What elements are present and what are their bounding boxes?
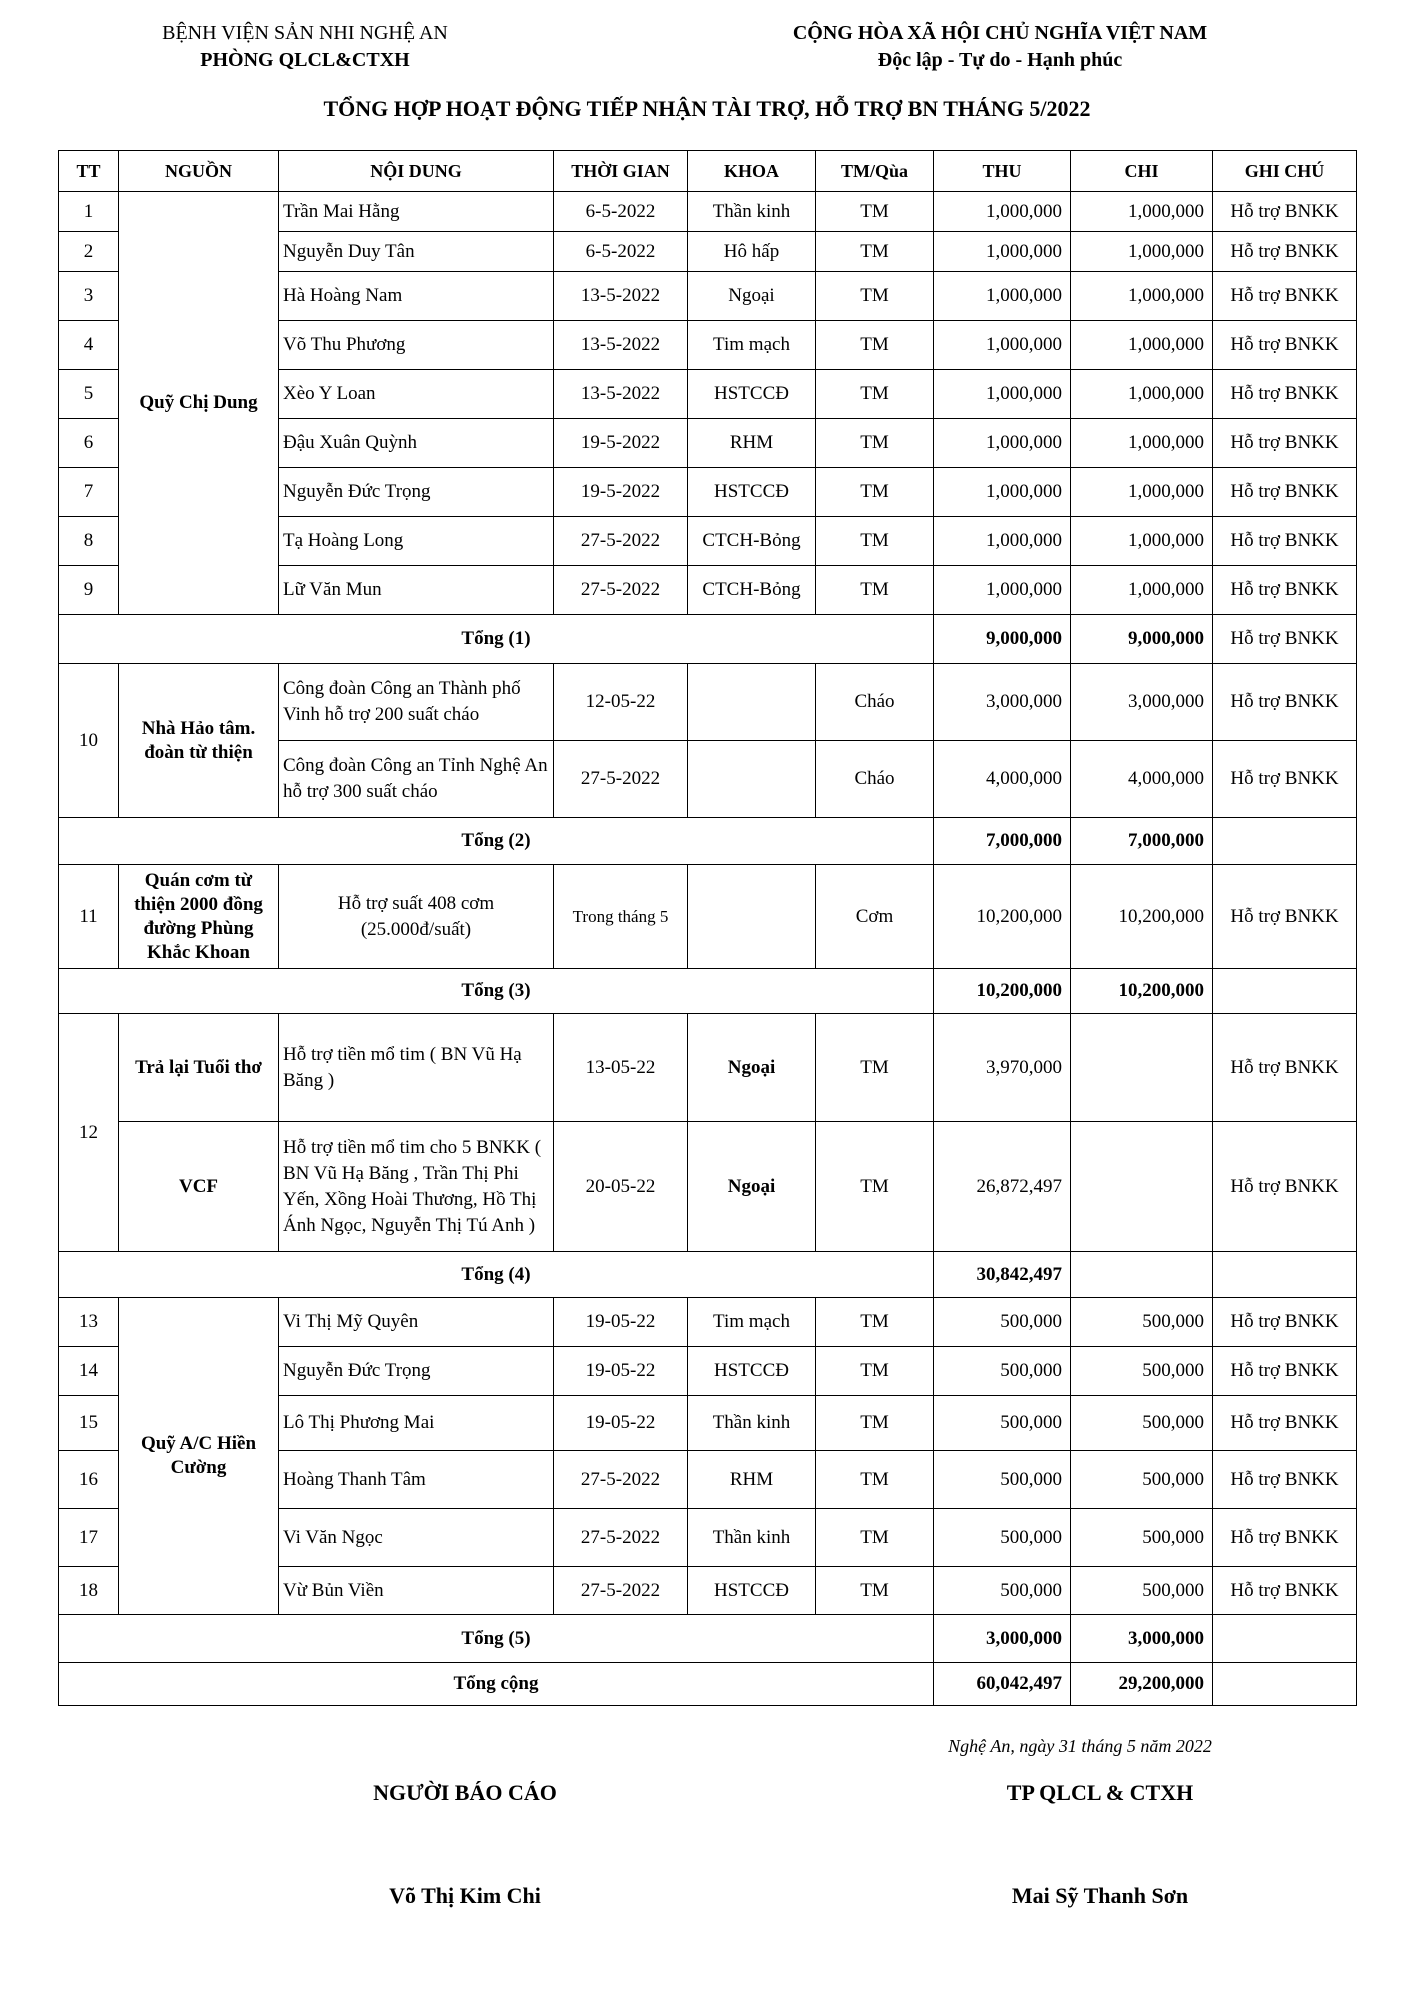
header-left [120,20,490,74]
cell-time: 27-5-2022 [554,741,688,818]
col-header-content: NỘI DUNG [279,151,554,192]
cell-content: Công đoàn Công an Thành phố Vinh hỗ trợ 200 suất cháo [279,664,554,741]
cell-thu: 500,000 [934,1509,1071,1567]
cell-source: Nhà Hảo tâm. đoàn từ thiện [119,664,279,818]
cell-content: Lô Thị Phương Mai [279,1396,554,1451]
cell-chi: 1,000,000 [1071,192,1213,232]
cell-type: TM [816,419,934,468]
col-header-tt: TT [59,151,119,192]
cell-content: Công đoàn Công an Tỉnh Nghệ An hỗ trợ 300 suất cháo [279,741,554,818]
cell-dept [688,865,816,969]
subtotal-chi [1071,1252,1213,1298]
cell-source: Quán cơm từ thiện 2000 đồng đường Phùng Khắc Khoan [119,865,279,969]
cell-source: Quỹ A/C Hiền Cường [119,1298,279,1615]
cell-note: Hỗ trợ BNKK [1213,865,1357,969]
cell-content: Võ Thu Phương [279,321,554,370]
cell-thu: 1,000,000 [934,517,1071,566]
cell-type: TM [816,1567,934,1615]
cell-type: TM [816,517,934,566]
national-title: CỘNG HÒA XÃ HỘI CHỦ NGHĨA VIỆT NAM [792,22,1208,44]
cell-note: Hỗ trợ BNKK [1213,517,1357,566]
cell-time: 27-5-2022 [554,1567,688,1615]
subtotal-row [59,1615,1357,1663]
cell-tt: 6 [59,419,119,468]
cell-time: 19-5-2022 [554,468,688,517]
cell-dept: Thần kinh [688,1509,816,1567]
grand-total-label: Tổng cộng [59,1663,934,1706]
cell-tt: 12 [59,1014,119,1252]
sponsorship-table [58,150,1357,1706]
cell-note: Hỗ trợ BNKK [1213,1567,1357,1615]
manager-title: TP QLCL & CTXH [1006,1780,1194,1805]
cell-tt: 13 [59,1298,119,1347]
cell-type: TM [816,1396,934,1451]
cell-chi: 500,000 [1071,1347,1213,1396]
cell-tt: 11 [59,865,119,969]
cell-note: Hỗ trợ BNKK [1213,1347,1357,1396]
subtotal-note [1213,1615,1357,1663]
cell-time: 12-05-22 [554,664,688,741]
cell-dept: CTCH-Bỏng [688,517,816,566]
cell-time: 19-05-22 [554,1298,688,1347]
cell-tt: 14 [59,1347,119,1396]
cell-dept: RHM [688,1451,816,1509]
cell-chi: 1,000,000 [1071,517,1213,566]
cell-thu: 3,970,000 [934,1014,1071,1122]
cell-content: Hỗ trợ tiền mổ tim cho 5 BNKK ( BN Vũ Hạ Băng , Trần Thị Phi Yến, Xồng Hoài Thương, Hồ Thị Ánh Ngọc, Nguyễn Thị Tú Anh ) [279,1122,554,1252]
cell-type: TM [816,232,934,272]
cell-note: Hỗ trợ BNKK [1213,664,1357,741]
col-header-dept: KHOA [688,151,816,192]
col-header-type: TM/Qùa [816,151,934,192]
subtotal-label: Tổng (5) [59,1615,934,1663]
subtotal-note [1213,818,1357,865]
subtotal-note [1213,1252,1357,1298]
cell-note: Hỗ trợ BNKK [1213,1396,1357,1451]
cell-dept [688,741,816,818]
cell-dept: HSTCCĐ [688,1347,816,1396]
cell-type: TM [816,1298,934,1347]
cell-chi: 1,000,000 [1071,419,1213,468]
table-row [59,1298,1357,1347]
cell-time: 6-5-2022 [554,232,688,272]
subtotal-thu: 30,842,497 [934,1252,1071,1298]
cell-type: Cơm [816,865,934,969]
cell-note: Hỗ trợ BNKK [1213,1014,1357,1122]
subtotal-row [59,818,1357,865]
reporter-title: NGƯỜI BÁO CÁO [373,1780,557,1805]
subtotal-chi: 10,200,000 [1071,969,1213,1014]
cell-chi: 500,000 [1071,1451,1213,1509]
cell-chi: 3,000,000 [1071,664,1213,741]
cell-thu: 4,000,000 [934,741,1071,818]
cell-type: TM [816,468,934,517]
cell-tt: 7 [59,468,119,517]
cell-type: TM [816,192,934,232]
cell-tt: 8 [59,517,119,566]
cell-time: 13-05-22 [554,1014,688,1122]
cell-chi: 1,000,000 [1071,232,1213,272]
cell-dept: RHM [688,419,816,468]
col-header-note: GHI CHÚ [1213,151,1357,192]
cell-chi: 1,000,000 [1071,566,1213,615]
national-motto: Độc lập - Tự do - Hạnh phúc [877,49,1123,71]
cell-thu: 1,000,000 [934,566,1071,615]
col-header-chi: CHI [1071,151,1213,192]
cell-thu: 500,000 [934,1396,1071,1451]
cell-time: 13-5-2022 [554,370,688,419]
cell-time: 19-05-22 [554,1347,688,1396]
cell-tt: 17 [59,1509,119,1567]
cell-tt: 1 [59,192,119,232]
cell-note: Hỗ trợ BNKK [1213,468,1357,517]
cell-chi: 1,000,000 [1071,468,1213,517]
cell-chi: 500,000 [1071,1567,1213,1615]
cell-thu: 1,000,000 [934,272,1071,321]
cell-type: TM [816,1122,934,1252]
subtotal-label: Tổng (3) [59,969,934,1014]
cell-chi [1071,1014,1213,1122]
subtotal-thu: 7,000,000 [934,818,1071,865]
subtotal-chi: 3,000,000 [1071,1615,1213,1663]
cell-content: Hoàng Thanh Tâm [279,1451,554,1509]
cell-time: 27-5-2022 [554,1451,688,1509]
cell-note: Hỗ trợ BNKK [1213,232,1357,272]
cell-content: Nguyễn Đức Trọng [279,468,554,517]
cell-tt: 15 [59,1396,119,1451]
cell-chi: 1,000,000 [1071,370,1213,419]
subtotal-note: Hỗ trợ BNKK [1213,615,1357,664]
cell-tt: 3 [59,272,119,321]
cell-content: Đậu Xuân Quỳnh [279,419,554,468]
cell-source: VCF [119,1122,279,1252]
subtotal-label: Tổng (4) [59,1252,934,1298]
cell-tt: 9 [59,566,119,615]
cell-chi: 1,000,000 [1071,321,1213,370]
manager-name: Mai Sỹ Thanh Sơn [1011,1883,1189,1908]
cell-note: Hỗ trợ BNKK [1213,272,1357,321]
department-name: PHÒNG QLCL&CTXH [200,49,410,71]
col-header-thu: THU [934,151,1071,192]
cell-content: Vi Văn Ngọc [279,1509,554,1567]
cell-tt: 10 [59,664,119,818]
cell-dept: Tim mạch [688,1298,816,1347]
subtotal-thu: 3,000,000 [934,1615,1071,1663]
header-right [690,20,1310,74]
cell-type: TM [816,1509,934,1567]
cell-chi: 500,000 [1071,1298,1213,1347]
cell-dept [688,664,816,741]
cell-chi: 500,000 [1071,1509,1213,1567]
cell-thu: 1,000,000 [934,192,1071,232]
cell-tt: 18 [59,1567,119,1615]
cell-dept: CTCH-Bỏng [688,566,816,615]
hospital-name: BỆNH VIỆN SẢN NHI NGHỆ AN [162,22,448,44]
reporter-name: Võ Thị Kim Chi [389,1883,541,1908]
cell-chi: 4,000,000 [1071,741,1213,818]
cell-type: TM [816,370,934,419]
cell-time: 27-5-2022 [554,1509,688,1567]
cell-thu: 500,000 [934,1451,1071,1509]
cell-type: Cháo [816,741,934,818]
cell-type: TM [816,1014,934,1122]
cell-dept: Ngoại [688,1122,816,1252]
cell-thu: 10,200,000 [934,865,1071,969]
cell-dept: Ngoại [688,272,816,321]
cell-content: Hỗ trợ tiền mổ tim ( BN Vũ Hạ Băng ) [279,1014,554,1122]
subtotal-label: Tổng (1) [59,615,934,664]
table-row [59,865,1357,969]
cell-content: Nguyễn Đức Trọng [279,1347,554,1396]
cell-time: 19-5-2022 [554,419,688,468]
cell-thu: 500,000 [934,1298,1071,1347]
cell-note: Hỗ trợ BNKK [1213,1451,1357,1509]
cell-source: Quỹ Chị Dung [119,192,279,615]
cell-chi: 500,000 [1071,1396,1213,1451]
grand-total-row [59,1663,1357,1706]
cell-content: Vi Thị Mỹ Quyên [279,1298,554,1347]
cell-type: TM [816,1451,934,1509]
subtotal-thu: 10,200,000 [934,969,1071,1014]
cell-chi: 10,200,000 [1071,865,1213,969]
cell-note: Hỗ trợ BNKK [1213,1298,1357,1347]
cell-dept: Thần kinh [688,1396,816,1451]
cell-dept: Hô hấp [688,232,816,272]
cell-thu: 1,000,000 [934,468,1071,517]
cell-thu: 500,000 [934,1347,1071,1396]
document-title: TỔNG HỢP HOẠT ĐỘNG TIẾP NHẬN TÀI TRỢ, HỖ TRỢ BN THÁNG 5/2022 [323,96,1091,121]
subtotal-chi: 9,000,000 [1071,615,1213,664]
cell-tt: 4 [59,321,119,370]
cell-note: Hỗ trợ BNKK [1213,741,1357,818]
cell-tt: 5 [59,370,119,419]
cell-content: Vừ Bủn Viền [279,1567,554,1615]
cell-note: Hỗ trợ BNKK [1213,192,1357,232]
cell-dept: Ngoại [688,1014,816,1122]
subtotal-thu: 9,000,000 [934,615,1071,664]
cell-time: 13-5-2022 [554,321,688,370]
cell-thu: 1,000,000 [934,232,1071,272]
subtotal-note [1213,969,1357,1014]
cell-thu: 500,000 [934,1567,1071,1615]
cell-content: Hỗ trợ suất 408 cơm (25.000đ/suất) [279,865,554,969]
subtotal-row [59,969,1357,1014]
grand-total-thu: 60,042,497 [934,1663,1071,1706]
cell-type: TM [816,566,934,615]
col-header-source: NGUỒN [119,151,279,192]
report-date: Nghệ An, ngày 31 tháng 5 năm 2022 [948,1736,1212,1756]
cell-content: Trần Mai Hằng [279,192,554,232]
cell-source: Trả lại Tuổi thơ [119,1014,279,1122]
cell-type: Cháo [816,664,934,741]
cell-note: Hỗ trợ BNKK [1213,321,1357,370]
cell-type: TM [816,272,934,321]
table-row [59,664,1357,741]
col-header-time: THỜI GIAN [554,151,688,192]
cell-time: 6-5-2022 [554,192,688,232]
cell-time: 27-5-2022 [554,566,688,615]
cell-note: Hỗ trợ BNKK [1213,1122,1357,1252]
cell-thu: 1,000,000 [934,321,1071,370]
cell-thu: 1,000,000 [934,419,1071,468]
table-header-row [59,151,1357,192]
subtotal-row [59,615,1357,664]
subtotal-chi: 7,000,000 [1071,818,1213,865]
cell-dept: Thần kinh [688,192,816,232]
cell-tt: 2 [59,232,119,272]
grand-total-note [1213,1663,1357,1706]
grand-total-chi: 29,200,000 [1071,1663,1213,1706]
subtotal-row [59,1252,1357,1298]
cell-content: Tạ Hoàng Long [279,517,554,566]
cell-time: 13-5-2022 [554,272,688,321]
cell-dept: HSTCCĐ [688,468,816,517]
cell-note: Hỗ trợ BNKK [1213,1509,1357,1567]
cell-note: Hỗ trợ BNKK [1213,419,1357,468]
cell-thu: 3,000,000 [934,664,1071,741]
cell-chi [1071,1122,1213,1252]
cell-time: Trong tháng 5 [554,865,688,969]
cell-content: Lữ Văn Mun [279,566,554,615]
cell-content: Nguyễn Duy Tân [279,232,554,272]
subtotal-label: Tổng (2) [59,818,934,865]
cell-time: 27-5-2022 [554,517,688,566]
cell-dept: HSTCCĐ [688,370,816,419]
table-row [59,1014,1357,1122]
cell-content: Hà Hoàng Nam [279,272,554,321]
cell-time: 20-05-22 [554,1122,688,1252]
table-body [59,192,1357,1706]
table-row [59,192,1357,232]
cell-tt: 16 [59,1451,119,1509]
table-row [59,1122,1357,1252]
cell-dept: Tim mạch [688,321,816,370]
cell-content: Xèo Y Loan [279,370,554,419]
cell-chi: 1,000,000 [1071,272,1213,321]
cell-dept: HSTCCĐ [688,1567,816,1615]
cell-type: TM [816,321,934,370]
cell-time: 19-05-22 [554,1396,688,1451]
cell-note: Hỗ trợ BNKK [1213,566,1357,615]
cell-thu: 1,000,000 [934,370,1071,419]
cell-thu: 26,872,497 [934,1122,1071,1252]
cell-type: TM [816,1347,934,1396]
cell-note: Hỗ trợ BNKK [1213,370,1357,419]
